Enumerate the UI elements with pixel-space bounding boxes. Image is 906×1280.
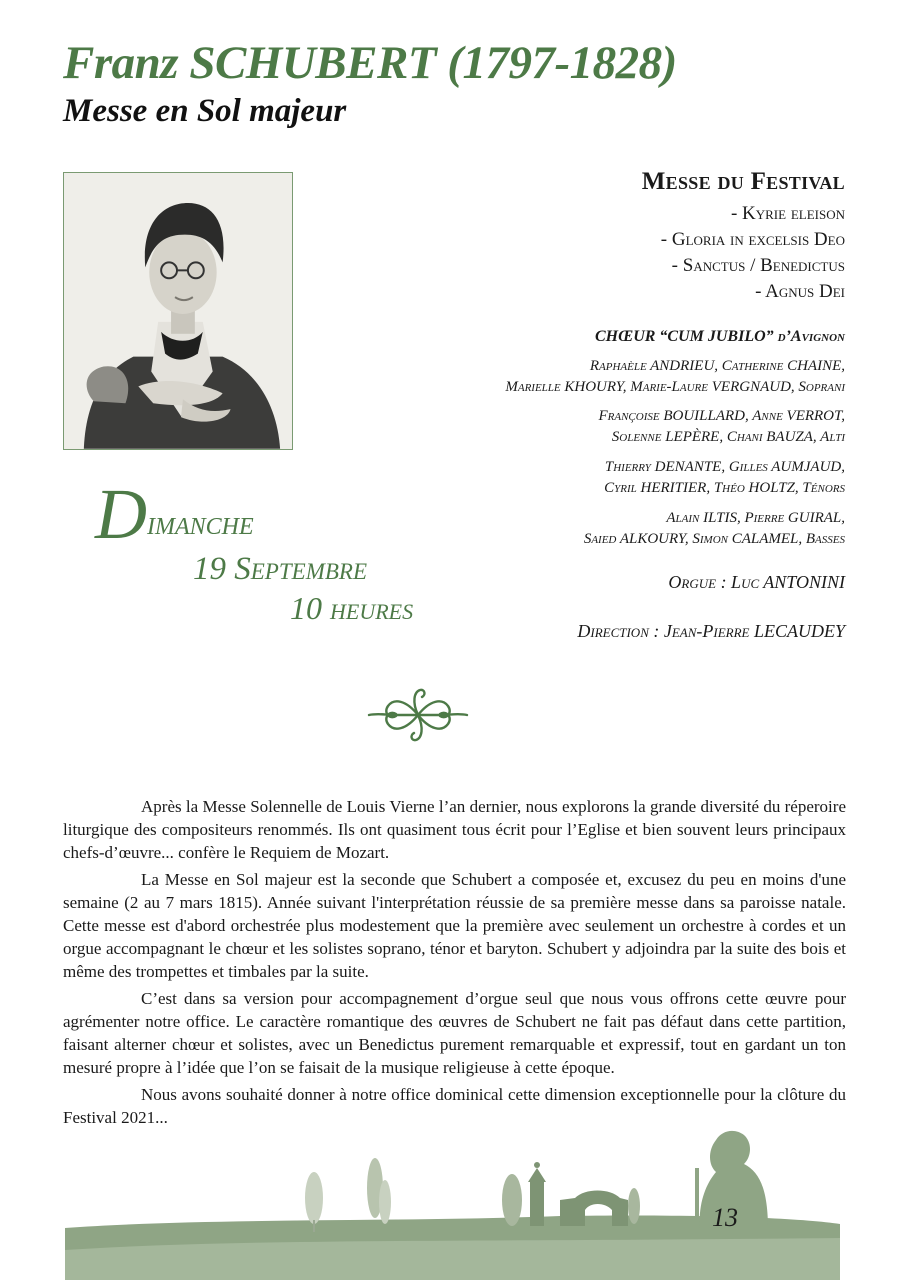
voice-line: Saied ALKOURY, Simon CALAMEL, Basses bbox=[583, 531, 845, 547]
director-credit: Direction : Jean-Pierre LECAUDEY bbox=[577, 621, 845, 641]
event-date: 19 Septembre bbox=[193, 551, 367, 587]
voice-line: Solenne LEPÈRE, Chani BAUZA, Alti bbox=[611, 429, 845, 445]
voice-line: Alain ILTIS, Pierre GUIRAL, bbox=[666, 510, 845, 526]
voice-line: Thierry DENANTE, Gilles AUMJAUD, bbox=[604, 459, 845, 475]
day-rest: imanche bbox=[147, 505, 254, 542]
body-text bbox=[63, 795, 846, 1133]
body-paragraph: Nous avons souhaité donner à notre office dominical cette dimension exceptionnelle pour la clôture du Festival 2021... bbox=[63, 1085, 846, 1127]
voice-group-soprani bbox=[505, 356, 845, 398]
flourish-ornament-icon bbox=[366, 686, 470, 744]
mass-part: - Sanctus / Benedictus bbox=[671, 255, 845, 276]
event-day bbox=[95, 474, 254, 554]
voice-group-tenors bbox=[604, 457, 845, 499]
voice-group-alti bbox=[598, 406, 845, 448]
voice-line: Cyril HERITIER, Théo HOLTZ, Ténors bbox=[604, 480, 845, 496]
body-paragraph: C’est dans sa version pour accompagnement d’orgue seul que nous vous offrons cette œuvre pour agrémenter notre office. Le caractère romantique des œuvres de Schubert ne fait pas défaut dans cette partition, faisant alterner chœur et solistes, avec un Benedictus purement remarquable et expressif, tout en gardant un ton mesuré propre à l’idée que l’on se faisait de la musique religieuse à cette époque. bbox=[63, 989, 846, 1077]
body-paragraph: Après la Messe Solennelle de Louis Vierne l’an dernier, nous explorons la grande diversité du réperoire liturgique des compositeurs renommés. Ils ont quasiment tous écrit pour l’Eglise et bien souvent leurs principaux chefs-d’œuvre... confère le Requiem de Mozart. bbox=[63, 797, 846, 862]
mass-part: - Agnus Dei bbox=[755, 281, 845, 302]
day-initial: D bbox=[95, 474, 147, 554]
organist-credit: Orgue : Luc ANTONINI bbox=[668, 572, 845, 592]
footer-landscape-illustration bbox=[0, 1110, 906, 1280]
voice-group-basses bbox=[584, 508, 845, 550]
voice-line: Marielle KHOURY, Marie-Laure VERGNAUD, Soprani bbox=[505, 379, 845, 395]
page-number: 13 bbox=[712, 1203, 738, 1232]
event-time: 10 heures bbox=[290, 590, 414, 626]
mass-parts-list bbox=[661, 201, 845, 305]
mass-part: - Gloria in excelsis Deo bbox=[660, 229, 845, 250]
body-paragraph: La Messe en Sol majeur est la seconde que Schubert a composée et, excusez du peu en moins d'une semaine (2 au 7 mars 1815). Année suivant l'interprétation réussie de sa première messe dans sa paroisse natale. Cette messe est d'abord orchestrée plus modestement que la première avec seulement un orchestre à cordes et un orgue accompagnant le chœur et les solistes soprano, ténor et baryton. Schubert y adjoindra par la suite des bois et même des trompettes et timbales par la suite. bbox=[63, 870, 846, 981]
choir-name: CHŒUR “CUM JUBILO” d’Avignon bbox=[594, 328, 845, 345]
voice-line: Françoise BOUILLARD, Anne VERROT, bbox=[598, 408, 845, 424]
page-title: Franz SCHUBERT (1797-1828) bbox=[63, 37, 677, 89]
page-subtitle: Messe en Sol majeur bbox=[63, 93, 347, 129]
voice-line: Raphaèle ANDRIEU, Catherine CHAINE, bbox=[589, 358, 845, 374]
mass-title: Messe du Festival bbox=[641, 168, 845, 195]
portrait-illustration bbox=[64, 173, 292, 449]
mass-part: - Kyrie eleison bbox=[730, 203, 845, 224]
composer-portrait bbox=[63, 172, 293, 450]
